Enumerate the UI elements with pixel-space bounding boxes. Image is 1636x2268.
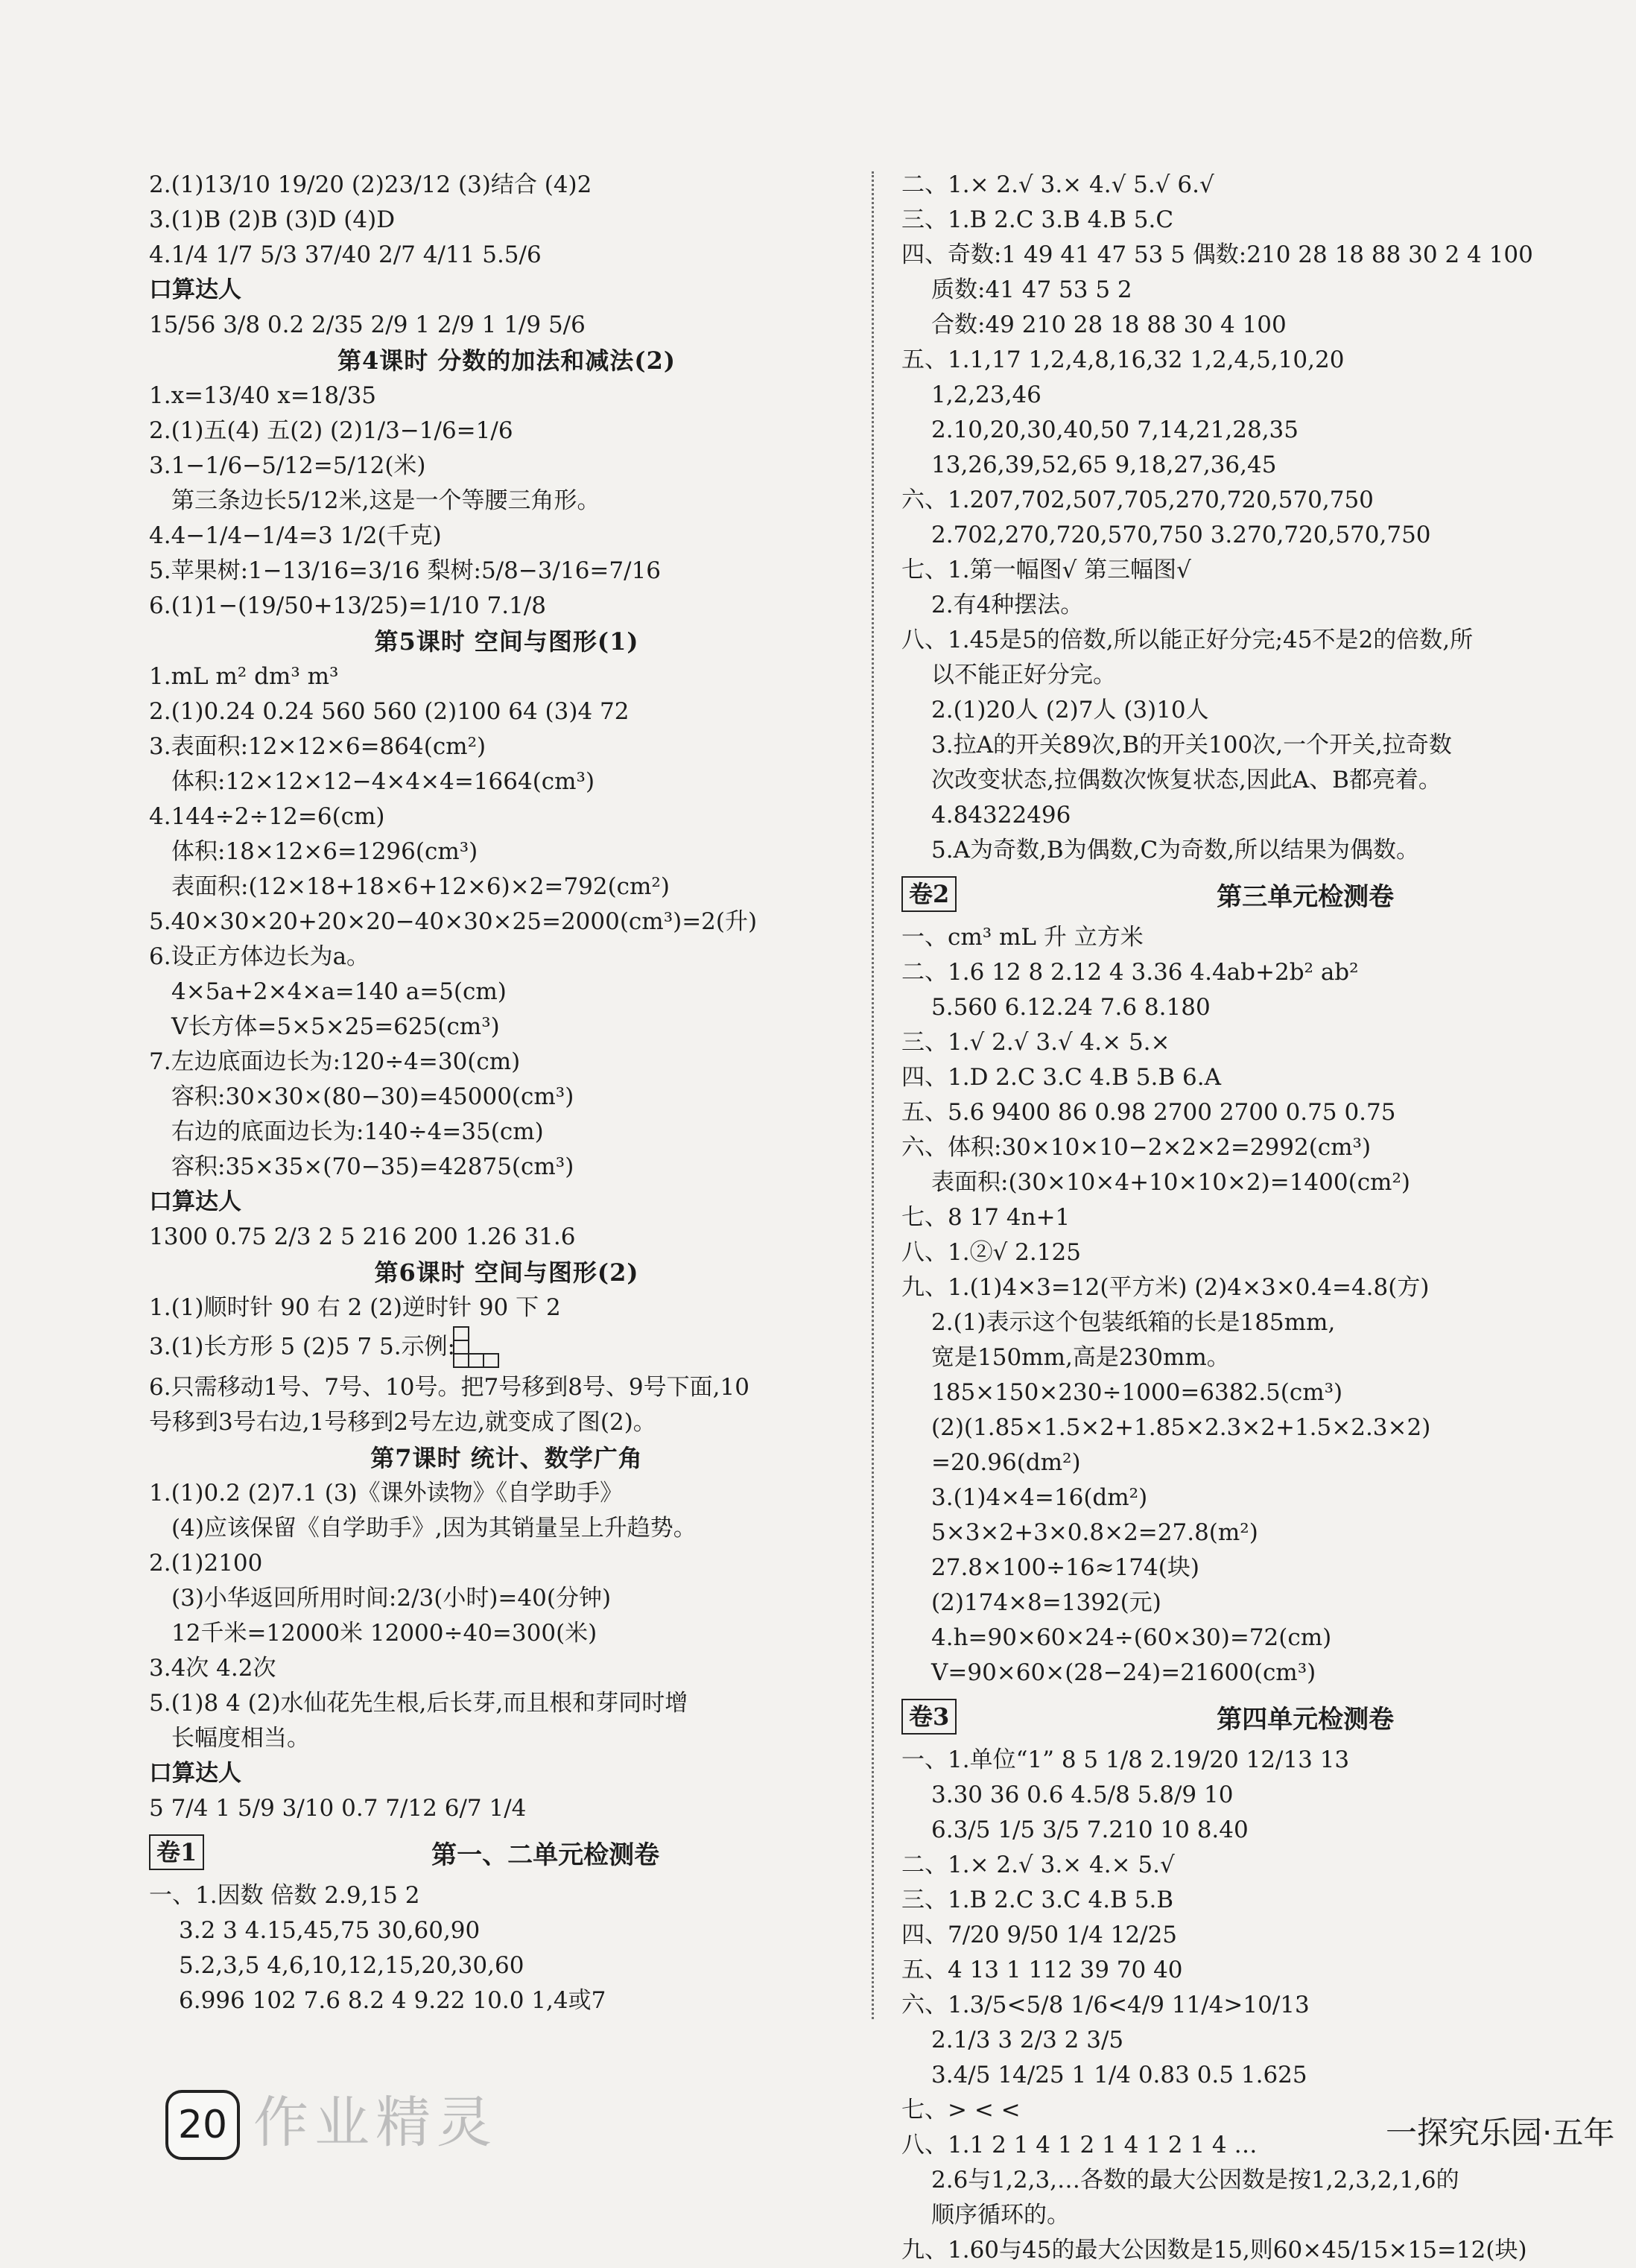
answer-line: 九、1.60与45的最大公因数是15,则60×45/15×15=12(块) [901, 2237, 1527, 2264]
answer-line: 2.702,270,720,570,750 3.270,720,570,750 [931, 522, 1431, 548]
answer-line: 八、1.1 2 1 4 1 2 1 4 1 2 1 4 … [901, 2132, 1258, 2158]
answer-line: 3.30 36 0.6 4.5/8 5.8/9 10 [931, 1781, 1234, 1808]
answer-line: 2.(1)表示这个包装纸箱的长是185mm, [931, 1309, 1336, 1336]
net-cell [454, 1354, 469, 1367]
answer-line: 4.h=90×60×24÷(60×30)=72(cm) [931, 1624, 1332, 1651]
answer-line: 合数:49 210 28 18 88 30 4 100 [931, 311, 1287, 338]
section-header-1 [149, 1831, 864, 1874]
net-cell [483, 1354, 498, 1367]
answer-line: (2)(1.85×1.5×2+1.85×2.3×2+1.5×2.3×2) [931, 1414, 1431, 1441]
answer-line: 7.左边底面边长为:120÷4=30(cm) [149, 1048, 521, 1075]
answer-line: 三、1.√ 2.√ 3.√ 4.× 5.× [901, 1029, 1170, 1056]
answer-line: 1,2,23,46 [931, 381, 1041, 408]
section-badge: 卷1 [149, 1834, 204, 1870]
lesson-heading: 第6课时 空间与图形(2) [374, 1258, 639, 1287]
answer-line: 2.(1)13/10 19/20 (2)23/12 (3)结合 (4)2 [149, 171, 592, 198]
answer-line: 1.(1)0.2 (2)7.1 (3)《课外读物》《自学助手》 [149, 1480, 624, 1507]
answer-line: 2.有4种摆法。 [931, 592, 1084, 618]
answer-line: 长幅度相当。 [171, 1725, 310, 1752]
answer-line: 5.(1)8 4 (2)水仙花先生根,后长芽,而且根和芽同时增 [149, 1690, 688, 1717]
right-answer-lines [901, 168, 1632, 868]
answer-line: 5.苹果树:1−13/16=3/16 梨树:5/8−3/16=7/16 [149, 557, 662, 584]
answer-line: 3.表面积:12×12×6=864(cm²) [149, 733, 486, 760]
answer-line: 四、7/20 9/50 1/4 12/25 [901, 1922, 1178, 1948]
answer-line: 4×5a+2×4×a=140 a=5(cm) [171, 978, 507, 1005]
net-diagram-icon [452, 1325, 512, 1370]
section-badge: 卷3 [901, 1699, 957, 1735]
answer-line: 3.(1)长方形 5 (2)5 7 5.示例: [149, 1325, 864, 1370]
answer-line: 口算达人 [149, 1188, 241, 1215]
section-title: 第四单元检测卷 [1217, 1704, 1395, 1735]
answer-line: 5.560 6.12.24 7.6 8.180 [931, 994, 1211, 1021]
answer-line: 27.8×100÷16≈174(块) [931, 1554, 1199, 1581]
answer-line: 口算达人 [149, 276, 241, 303]
lesson-heading: 第5课时 空间与图形(1) [374, 627, 639, 656]
answer-line: 六、1.207,702,507,705,270,720,570,750 [901, 487, 1374, 513]
answer-line: 3.拉A的开关89次,B的开关100次,一个开关,拉奇数 [931, 732, 1452, 758]
answer-line: 六、体积:30×10×10−2×2×2=2992(cm³) [901, 1134, 1372, 1161]
answer-line: 宽是150mm,高是230mm。 [931, 1344, 1230, 1371]
answer-line: 号移到3号右边,1号移到2号左边,就变成了图(2)。 [149, 1409, 656, 1436]
answer-line: 三、1.B 2.C 3.B 4.B 5.C [901, 206, 1174, 233]
answer-line: (2)174×8=1392(元) [931, 1589, 1161, 1616]
net-diagram [455, 1334, 512, 1361]
answer-line: V=90×60×(28−24)=21600(cm³) [931, 1659, 1316, 1686]
answer-line: 次改变状态,拉偶数次恢复状态,因此A、B都亮着。 [931, 767, 1442, 794]
answer-line: V长方体=5×5×25=625(cm³) [171, 1013, 500, 1040]
answer-line: 二、1.6 12 8 2.12 4 3.36 4.4ab+2b² ab² [901, 959, 1359, 986]
answer-line: 右边的底面边长为:140÷4=35(cm) [171, 1118, 544, 1145]
answer-line: 九、1.(1)4×3=12(平方米) (2)4×3×0.4=4.8(方) [901, 1274, 1430, 1301]
page-number: 20 [165, 2090, 240, 2160]
answer-line: 13,26,39,52,65 9,18,27,36,45 [931, 452, 1277, 478]
section-header-2 [901, 872, 1632, 916]
net-cell [454, 1327, 469, 1340]
answer-line: 5.A为奇数,B为偶数,C为奇数,所以结果为偶数。 [931, 837, 1420, 864]
answer-line: 6.(1)1−(19/50+13/25)=1/10 7.1/8 [149, 592, 546, 619]
answer-line: 5.40×30×20+20×20−40×30×25=2000(cm³)=2(升) [149, 908, 758, 935]
answer-line: 七、8 17 4n+1 [901, 1204, 1071, 1231]
answer-line: 表面积:(12×18+18×6+12×6)×2=792(cm²) [171, 873, 670, 900]
answer-line: 3.(1)B (2)B (3)D (4)D [149, 206, 396, 233]
answer-line: 口算达人 [149, 1760, 241, 1787]
answer-line: 4.1/4 1/7 5/3 37/40 2/7 4/11 5.5/6 [149, 241, 542, 268]
lesson-heading: 第7课时 统计、数学广角 [370, 1444, 643, 1472]
answer-line: 二、1.× 2.√ 3.× 4.× 5.√ [901, 1852, 1175, 1878]
answer-line: 五、5.6 9400 86 0.98 2700 2700 0.75 0.75 [901, 1099, 1396, 1126]
answer-line: 2.6与1,2,3,…各数的最大公因数是按1,2,3,2,1,6的 [931, 2167, 1459, 2193]
answer-line: 七、1.第一幅图√ 第三幅图√ [901, 557, 1191, 583]
answer-line: 4.4−1/4−1/4=3 1/2(千克) [149, 522, 442, 549]
right-column [901, 168, 1632, 2268]
answer-line: 12千米=12000米 12000÷40=300(米) [171, 1620, 597, 1647]
answer-line: 四、奇数:1 49 41 47 53 5 偶数:210 28 18 88 30 2 4 100 [901, 241, 1533, 268]
answer-line: 6.996 102 7.6 8.2 4 9.22 10.0 1,4或7 [179, 1987, 606, 2014]
answer-line: 1.(1)顺时针 90 右 2 (2)逆时针 90 下 2 [149, 1294, 561, 1321]
answer-line: 四、1.D 2.C 3.C 4.B 5.B 6.A [901, 1064, 1221, 1091]
left-tail-lines [149, 1878, 864, 2018]
answer-line: 3.4次 4.2次 [149, 1655, 276, 1682]
answer-line: 五、4 13 1 112 39 70 40 [901, 1957, 1183, 1983]
answer-line: 第三条边长5/12米,这是一个等腰三角形。 [171, 487, 600, 514]
answer-line: (4)应该保留《自学助手》,因为其销量呈上升趋势。 [171, 1515, 697, 1542]
answer-line: 2.(1)0.24 0.24 560 560 (2)100 64 (3)4 72 [149, 698, 630, 725]
answer-line: 2.(1)20人 (2)7人 (3)10人 [931, 697, 1209, 723]
answer-line: 5×3×2+3×0.8×2=27.8(m²) [931, 1519, 1258, 1546]
section-title: 第一、二单元检测卷 [431, 1840, 660, 1870]
answer-line: 五、1.1,17 1,2,4,8,16,32 1,2,4,5,10,20 [901, 346, 1345, 373]
answer-line: 5 7/4 1 5/9 3/10 0.7 7/12 6/7 1/4 [149, 1795, 527, 1822]
answer-line: 体积:12×12×12−4×4×4=1664(cm³) [171, 768, 595, 795]
answer-line: 容积:35×35×(70−35)=42875(cm³) [171, 1153, 574, 1180]
net-cell [454, 1340, 469, 1354]
answer-line: 一、1.因数 倍数 2.9,15 2 [149, 1882, 420, 1909]
left-column [149, 168, 864, 2018]
answer-line: 3.4/5 14/25 1 1/4 0.83 0.5 1.625 [931, 2062, 1307, 2088]
answer-line: 容积:30×30×(80−30)=45000(cm³) [171, 1083, 574, 1110]
answer-line: 1.x=13/40 x=18/35 [149, 382, 377, 409]
answer-line: 1.mL m² dm³ m³ [149, 663, 339, 690]
answer-line: 七、> < < [901, 2097, 1021, 2123]
answer-line: 6.设正方体边长为a。 [149, 943, 370, 970]
answer-line: 表面积:(30×10×4+10×10×2)=1400(cm²) [931, 1169, 1410, 1196]
answer-line: 4.144÷2÷12=6(cm) [149, 803, 385, 830]
answer-line: 体积:18×12×6=1296(cm³) [171, 838, 478, 865]
section-badge: 卷2 [901, 876, 957, 912]
answer-line: 6.3/5 1/5 3/5 7.210 10 8.40 [931, 1816, 1249, 1843]
answer-line: 八、1.②√ 2.125 [901, 1239, 1081, 1266]
answer-line: 二、1.× 2.√ 3.× 4.√ 5.√ 6.√ [901, 171, 1214, 198]
answer-line: 顺序循环的。 [931, 2202, 1070, 2229]
section-header-3 [901, 1695, 1632, 1738]
answer-line: 六、1.3/5<5/8 1/6<4/9 11/4>10/13 [901, 1992, 1310, 2018]
answer-line: 3.(1)4×4=16(dm²) [931, 1484, 1148, 1511]
answer-line: 2.1/3 3 2/3 2 3/5 [931, 2027, 1124, 2053]
watermark-text: 作业精灵 [253, 2091, 498, 2155]
answer-line: 一、1.单位“1” 8 5 1/8 2.19/20 12/13 13 [901, 1746, 1350, 1773]
answer-line: 15/56 3/8 0.2 2/35 2/9 1 2/9 1 1/9 5/6 [149, 311, 586, 338]
answer-line: 2.(1)2100 [149, 1550, 263, 1577]
answer-line: 1300 0.75 2/3 2 5 216 200 1.26 31.6 [149, 1223, 576, 1250]
answer-line: 3.2 3 4.15,45,75 30,60,90 [179, 1917, 481, 1944]
answer-line: =20.96(dm²) [931, 1449, 1081, 1476]
answer-line: 6.只需移动1号、7号、10号。把7号移到8号、9号下面,10 [149, 1374, 749, 1401]
answer-line: 2.(1)五(4) 五(2) (2)1/3−1/6=1/6 [149, 417, 513, 444]
right-answer-lines-3 [901, 1743, 1632, 2268]
book-title: 一探究乐园·五年 [1386, 2115, 1615, 2151]
answer-line: 一、cm³ mL 升 立方米 [901, 924, 1144, 951]
right-answer-lines-2 [901, 920, 1632, 1691]
net-cell [469, 1354, 483, 1367]
answer-line: 3.1−1/6−5/12=5/12(米) [149, 452, 426, 479]
answer-line: 4.84322496 [931, 802, 1071, 829]
answer-line: 185×150×230÷1000=6382.5(cm³) [931, 1379, 1343, 1406]
column-divider [872, 171, 874, 2019]
answer-line: 以不能正好分完。 [931, 662, 1116, 688]
answer-line: 质数:41 47 53 5 2 [931, 276, 1132, 303]
lesson-heading: 第4课时 分数的加法和减法(2) [337, 346, 676, 375]
section-title: 第三单元检测卷 [1217, 881, 1395, 912]
left-answer-lines [149, 168, 864, 1826]
answer-line: 八、1.45是5的倍数,所以能正好分完;45不是2的倍数,所 [901, 627, 1474, 653]
answer-line: 2.10,20,30,40,50 7,14,21,28,35 [931, 416, 1299, 443]
answer-line: 5.2,3,5 4,6,10,12,15,20,30,60 [179, 1952, 524, 1979]
answer-line: (3)小华返回所用时间:2/3(小时)=40(分钟) [171, 1585, 612, 1612]
answer-line: 三、1.B 2.C 3.C 4.B 5.B [901, 1887, 1174, 1913]
